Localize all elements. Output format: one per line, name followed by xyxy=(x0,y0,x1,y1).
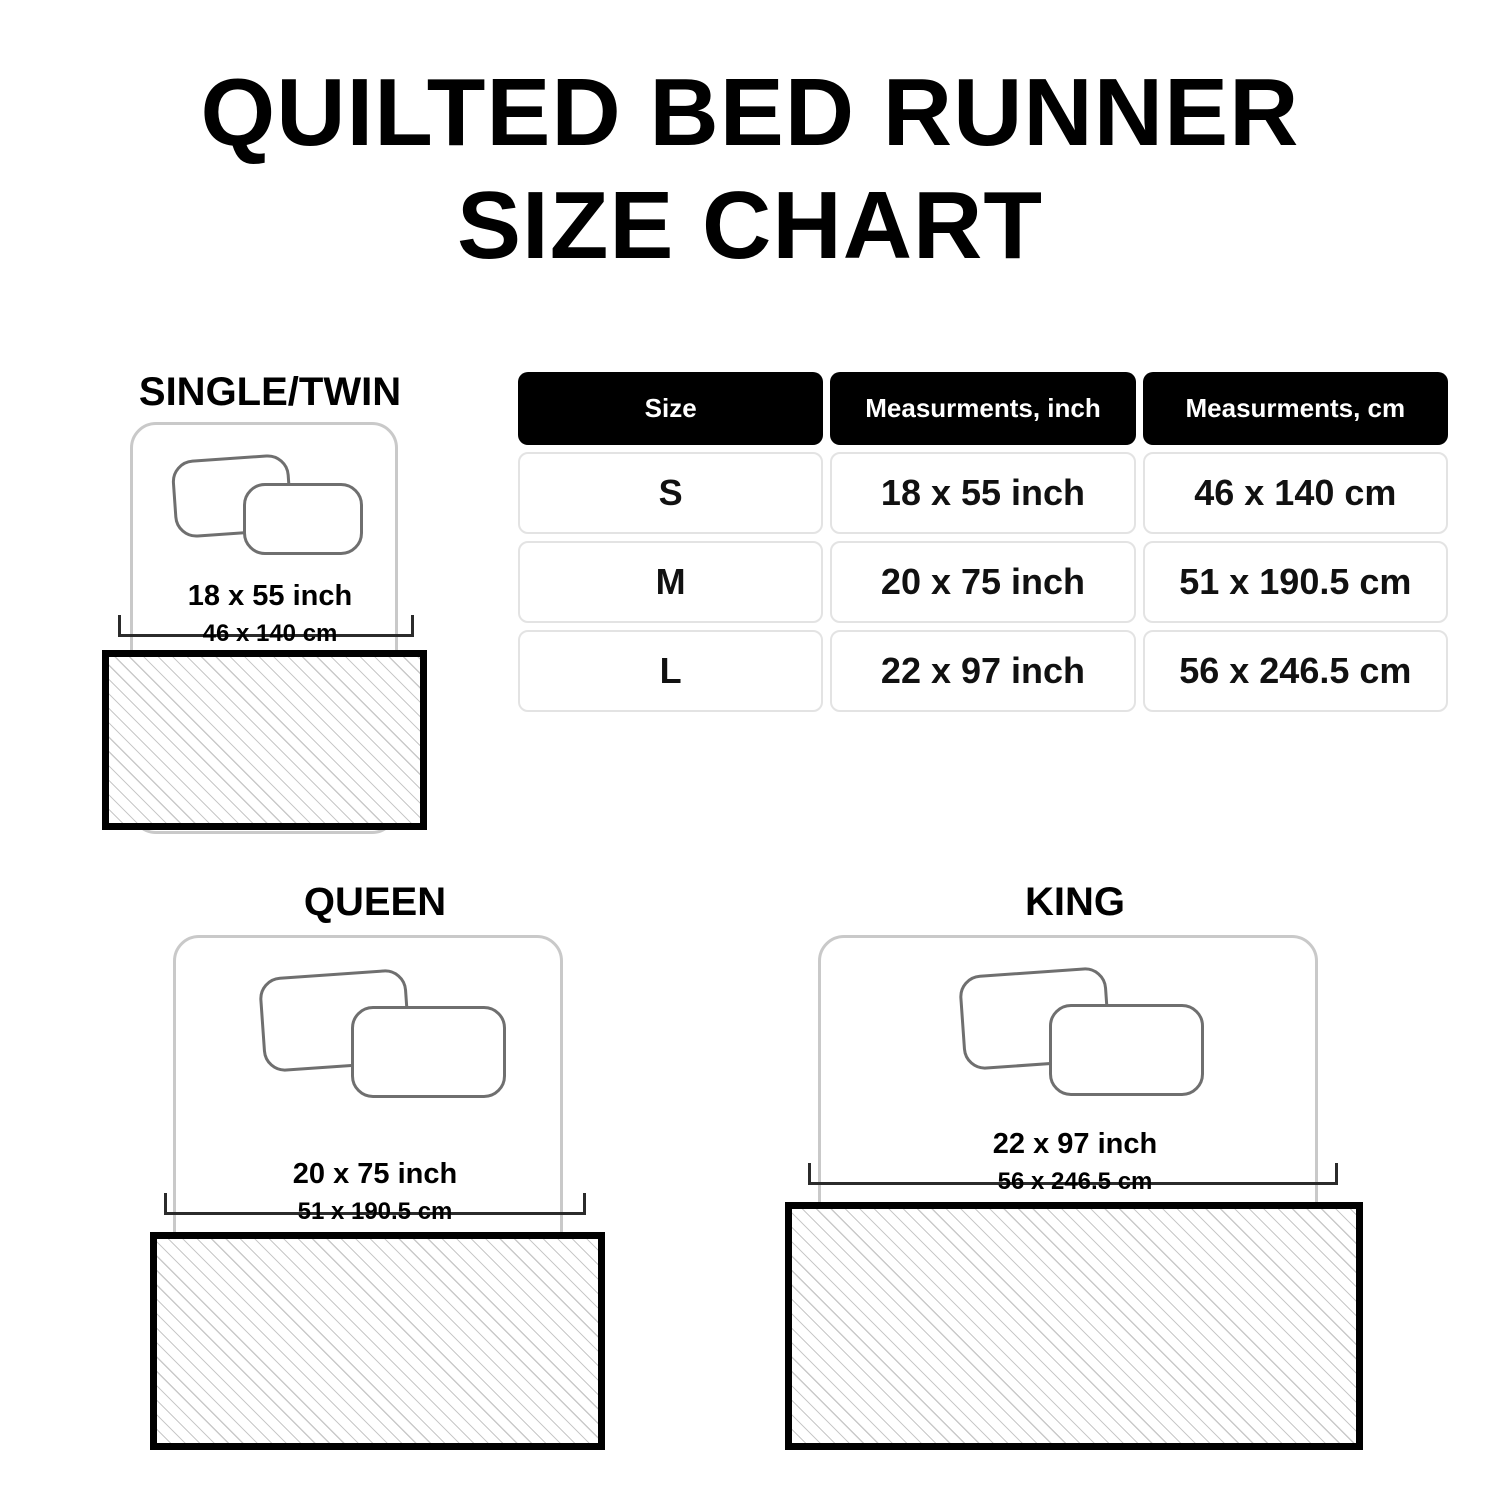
bed-runner-queen xyxy=(150,1232,605,1450)
dimension-cm-king: 56 x 246.5 cm xyxy=(997,1168,1153,1195)
table-row xyxy=(518,452,1448,534)
dimension-cm-single-twin: 46 x 140 cm xyxy=(202,620,338,647)
cell-inch-s: 18 x 55 inch xyxy=(830,452,1135,534)
page-title-line-2: SIZE CHART xyxy=(457,172,1043,280)
table-row xyxy=(518,541,1448,623)
pillow-icon-front xyxy=(351,1006,506,1098)
cell-size-s: S xyxy=(518,452,823,534)
bed-label-king: KING xyxy=(1025,880,1125,924)
cell-inch-m: 20 x 75 inch xyxy=(830,541,1135,623)
cell-size-m: M xyxy=(518,541,823,623)
page-title xyxy=(0,56,1500,283)
cell-cm-l: 56 x 246.5 cm xyxy=(1143,630,1448,712)
table-header-row xyxy=(518,372,1448,445)
cell-inch-l: 22 x 97 inch xyxy=(830,630,1135,712)
dimension-cm-queen: 51 x 190.5 cm xyxy=(297,1198,453,1225)
column-header-inch: Measurments, inch xyxy=(830,372,1135,445)
bed-diagram-single-twin xyxy=(75,370,465,647)
bed-runner-single-twin xyxy=(102,650,427,830)
cell-cm-m: 51 x 190.5 cm xyxy=(1143,541,1448,623)
column-header-cm: Measurments, cm xyxy=(1143,372,1448,445)
dimension-inch-single-twin: 18 x 55 inch xyxy=(187,580,353,612)
bed-runner-king xyxy=(785,1202,1363,1450)
table-row xyxy=(518,630,1448,712)
bed-label-queen: QUEEN xyxy=(303,880,447,924)
cell-cm-s: 46 x 140 cm xyxy=(1143,452,1448,534)
bed-label-single-twin: SINGLE/TWIN xyxy=(138,370,402,414)
size-table xyxy=(518,372,1448,719)
column-header-size: Size xyxy=(518,372,823,445)
bed-diagram-king xyxy=(790,880,1360,1195)
page-title-line-1: QUILTED BED RUNNER xyxy=(200,59,1300,166)
pillow-icon-front xyxy=(243,483,363,555)
bed-diagram-queen xyxy=(140,880,610,1225)
pillow-icon-front xyxy=(1049,1004,1204,1096)
dimension-inch-king: 22 x 97 inch xyxy=(992,1128,1158,1160)
dimension-inch-queen: 20 x 75 inch xyxy=(292,1158,458,1190)
cell-size-l: L xyxy=(518,630,823,712)
